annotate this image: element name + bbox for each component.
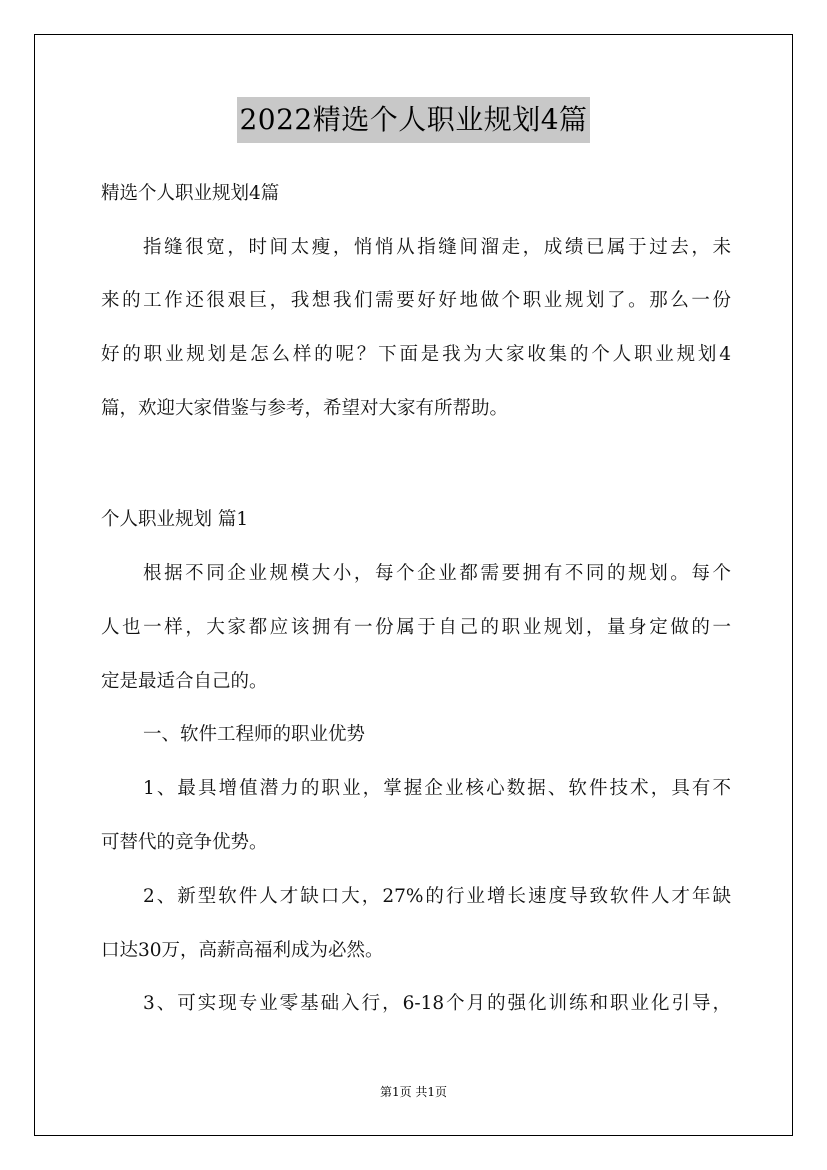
subheading: 一、软件工程师的职业优势 [143, 724, 366, 745]
list-item-line: 2、新型软件人才缺口大，27%的行业增长速度导致软件人才年缺 [143, 886, 731, 907]
document-title: 2022精选个人职业规划4篇 [237, 97, 589, 143]
title-container [0, 97, 827, 143]
intro-line: 好的职业规划是怎么样的呢？下面是我为大家收集的个人职业规划4 [101, 344, 731, 365]
intro-line: 指缝很宽，时间太瘦，悄悄从指缝间溜走，成绩已属于过去，未 [143, 237, 731, 258]
paragraph-line: 人也一样，大家都应该拥有一份属于自己的职业规划，量身定做的一 [101, 617, 731, 638]
paragraph-line: 根据不同企业规模大小，每个企业都需要拥有不同的规划。每个 [143, 563, 731, 584]
list-item-line: 1、最具增值潜力的职业，掌握企业核心数据、软件技术，具有不 [143, 778, 731, 799]
page-footer: 第1页 共1页 [379, 1085, 448, 1099]
list-item-line: 可替代的竞争优势。 [101, 832, 268, 853]
list-item-line: 3、可实现专业零基础入行，6-18个月的强化训练和职业化引导， [143, 993, 731, 1014]
document-subtitle: 精选个人职业规划4篇 [101, 183, 280, 204]
intro-line: 来的工作还很艰巨，我想我们需要好好地做个职业规划了。那么一份 [101, 290, 731, 311]
section-heading: 个人职业规划 篇1 [101, 509, 249, 530]
paragraph-line: 定是最适合自己的。 [101, 671, 268, 692]
list-item-line: 口达30万，高薪高福利成为必然。 [101, 940, 384, 961]
intro-line: 篇，欢迎大家借鉴与参考，希望对大家有所帮助。 [101, 398, 509, 419]
